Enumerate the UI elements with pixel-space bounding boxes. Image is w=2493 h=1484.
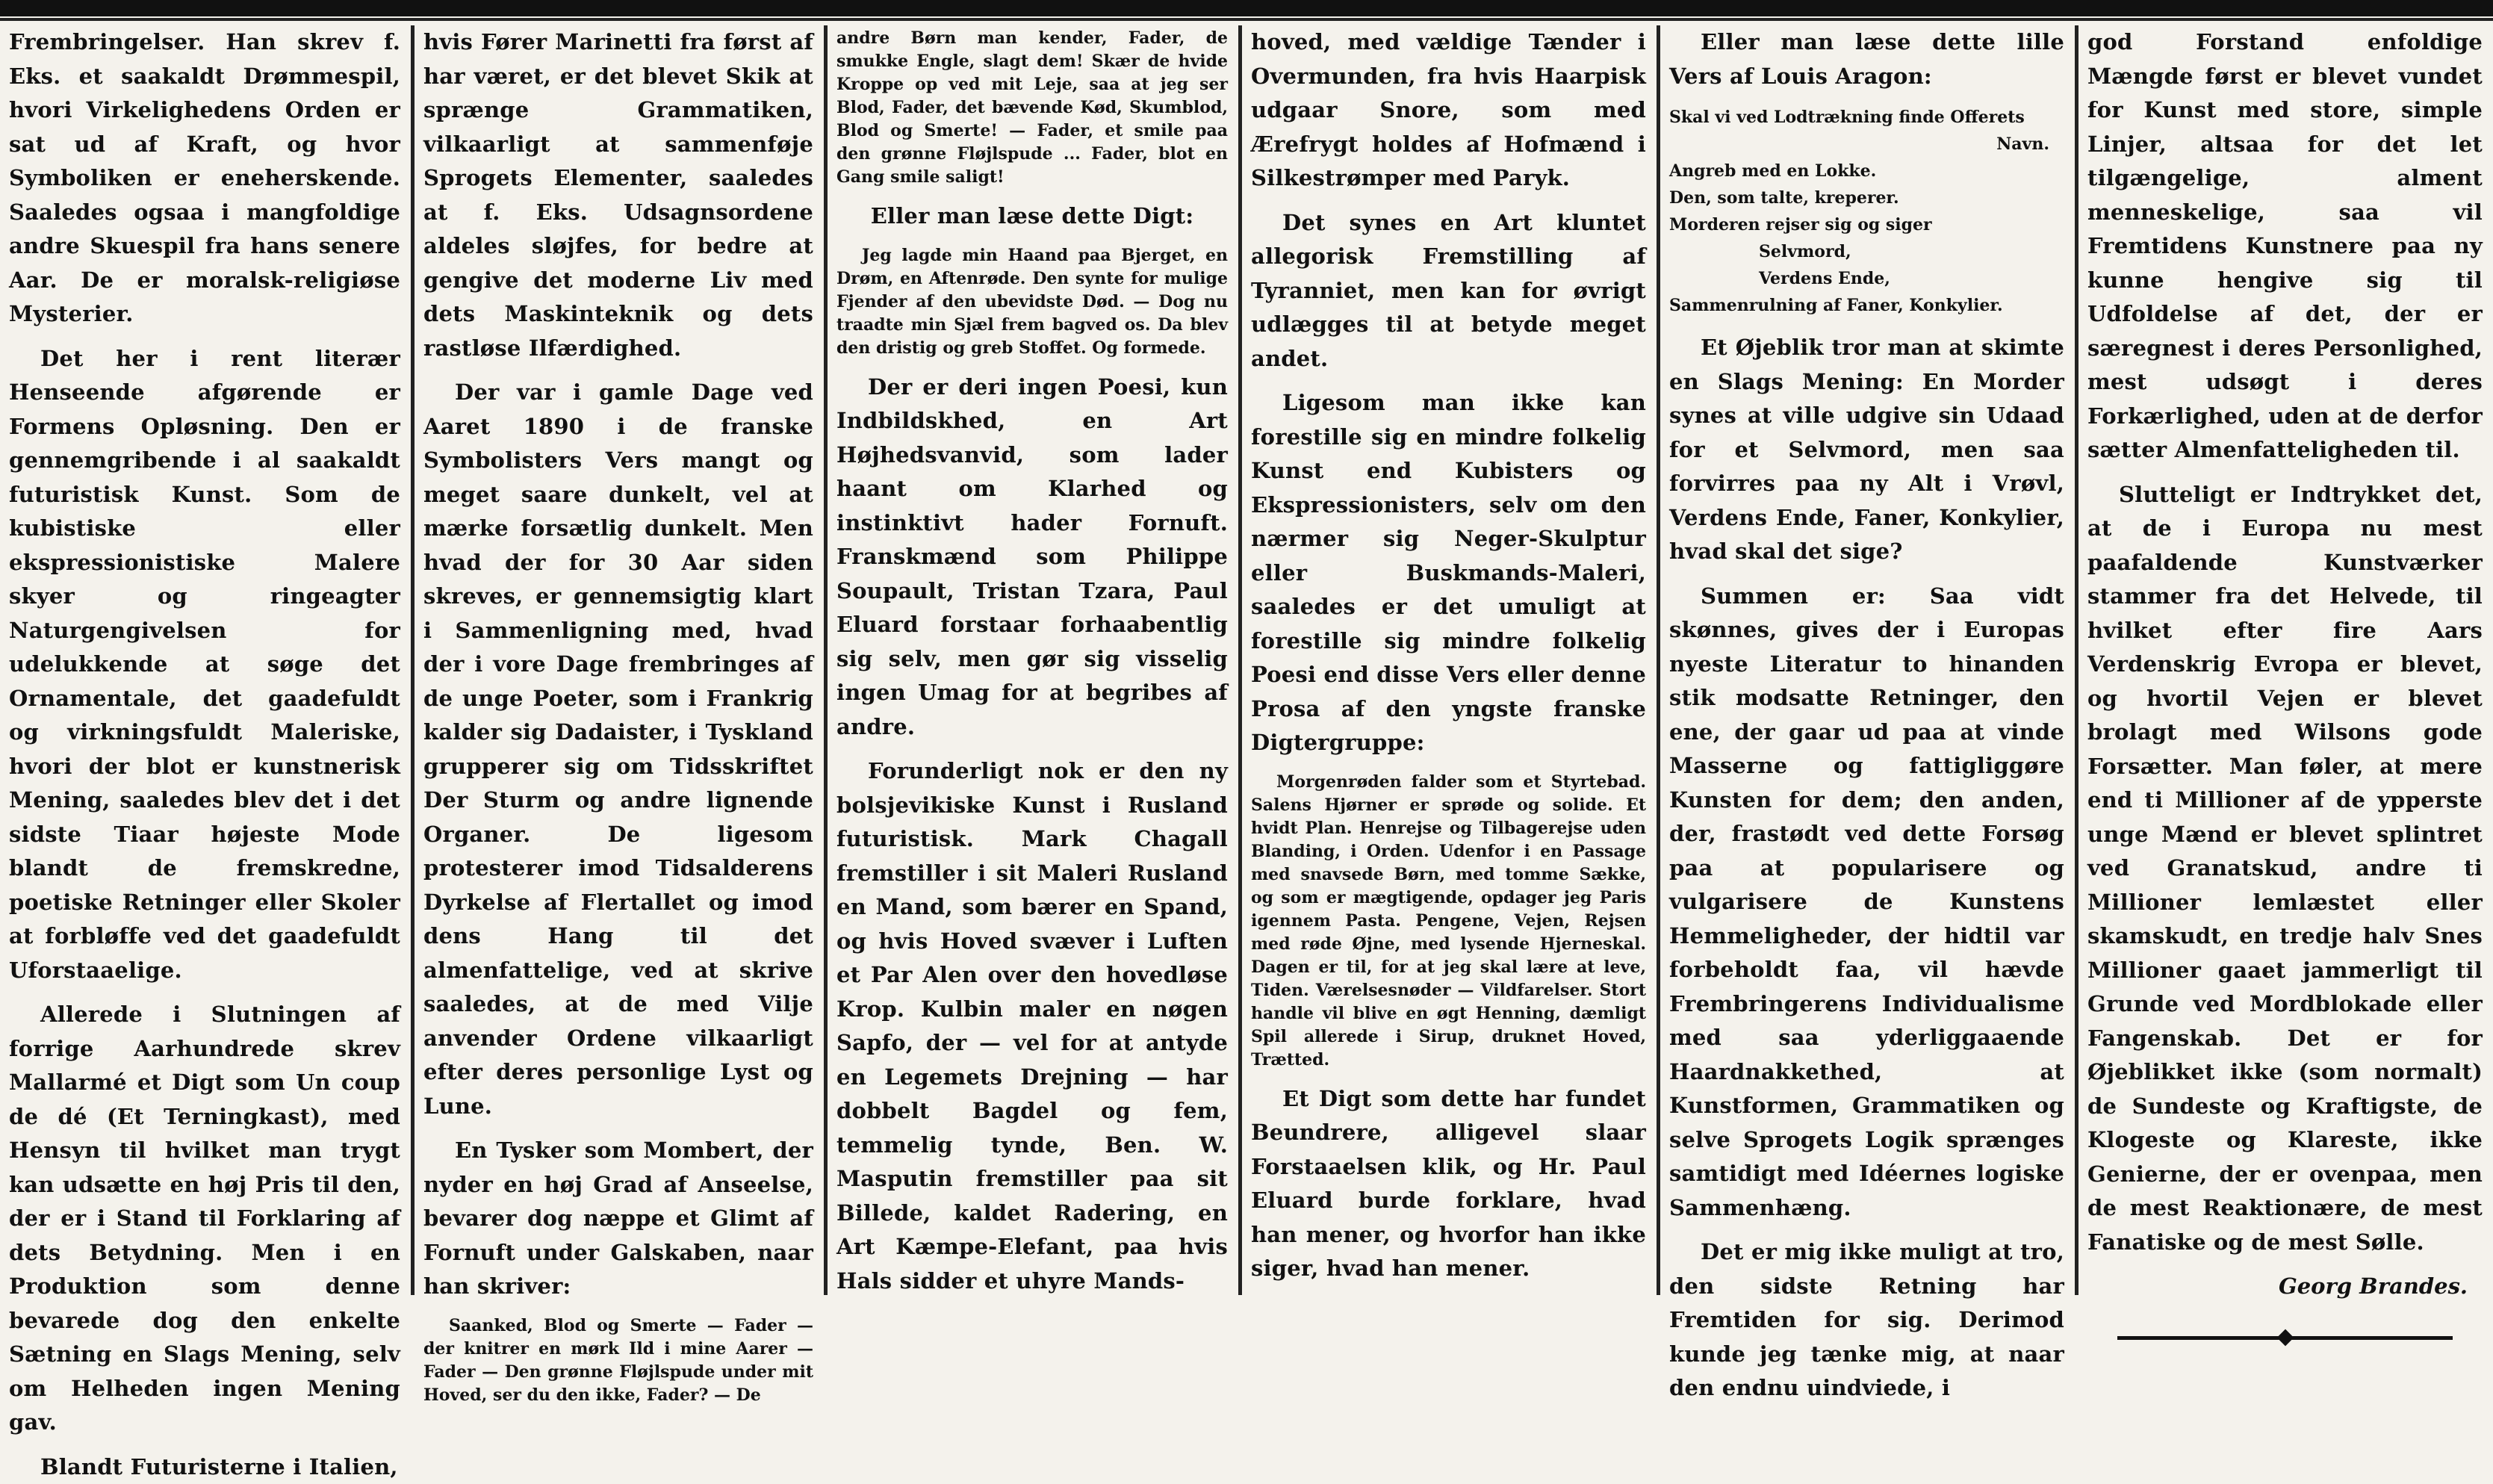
verse-block (1669, 104, 2064, 319)
quoted-verse: Saanked, Blod og Smerte — Fader — der knitrer en mørk Ild i mine Aarer — Fader — Den grønne Fløjlspude under mit Hoved, ser du den ikke, Fader? — De (423, 1314, 813, 1407)
paragraph: Allerede i Slutningen af forrige Aarhundrede skrev Mallarmé et Digt som Un coup de dé (Et Terningkast), med Hensyn til hvilket man trygt kan udsætte en høj Pris til den, der er i Stand til Forklaring af dets Betydning. Men i en Produktion som denne bevarede dog den enkelte Sætning en Slags Mening, selv om Helheden ingen Mening gav. (9, 998, 400, 1440)
paragraph: Blandt Futuristerne i Italien, (9, 1450, 400, 1484)
column-1 (0, 25, 415, 1295)
column-4 (1242, 25, 1660, 1295)
rule-diamond-icon (2276, 1329, 2294, 1347)
verse-line: Verdens Ende, (1669, 265, 2064, 292)
verse-line: Den, som talte, kreperer. (1669, 184, 2064, 211)
section-lead: Eller man læse dette Digt: (836, 199, 1228, 234)
verse-line: Morderen rejser sig og siger (1669, 211, 2064, 238)
verse-line: Selvmord, (1669, 238, 2064, 265)
paragraph: En Tysker som Mombert, der nyder en høj Grad af Anseelse, bevarer dog næppe et Glimt af Fornuft under Galskaben, naar han skriver: (423, 1134, 813, 1304)
quoted-verse: andre Børn man kender, Fader, de smukke Engle, slagt dem! Skær de hvide Kroppe op ved mit Leje, saa at jeg ser Blod, Fader, det bævende Kød, Skumblod, Blod og Smerte! — Fader, et smile paa den grønne Fløjlspude ... Fader, blot en Gang smile saligt! (836, 27, 1228, 189)
paragraph: hoved, med vældige Tænder i Overmunden, fra hvis Haarpisk udgaar Snore, som med Ærefrygt holdes af Hofmænd i Silkestrømper med Paryk. (1251, 25, 1646, 196)
paragraph: Ligesom man ikke kan forestille sig en mindre folkelig Kunst end Kubisters og Ekspressionisters, selv om den nærmer sig Neger-Skulptur eller Buskmands-Maleri, saaledes er det umuligt at forestille sig mindre folkelig Poesi end disse Vers eller denne Prosa af den yngste franske Digtergruppe: (1251, 386, 1646, 760)
column-6 (2078, 25, 2493, 1295)
paragraph: Summen er: Saa vidt skønnes, gives der i Europas nyeste Literatur to hinanden stik modsatte Retninger, den ene, der gaar ud paa at vinde Masserne og fattigliggøre Kunsten for dem; den anden, der, frastødt ved dette Forsøg paa at popularisere og vulgarisere de Kunstens Hemmeligheder, der hidtil var forbeholdt faa, vil hævde Frembringerens Individualisme med saa yderliggaaende Haardnakkethed, at Kunstformen, Grammatiken og selve Sprogets Logik sprænges samtidigt med Idéernes logiske Sammenhæng. (1669, 580, 2064, 1226)
column-3 (828, 25, 1242, 1295)
paragraph: Et Øjeblik tror man at skimte en Slags Mening: En Morder synes at ville udgive sin Udaad for et Selvmord, men saa forvirres paa ny Alt i Vrøvl, Verdens Ende, Faner, Konkylier, hvad skal det sige? (1669, 331, 2064, 569)
end-ornament-rule (2117, 1330, 2453, 1345)
author-signature: Georg Brandes. (2087, 1270, 2468, 1303)
paragraph: Der var i gamle Dage ved Aaret 1890 i de franske Symbolisters Vers mangt og meget saare dunkelt, vel at mærke forsætlig dunkelt. Men hvad der for 30 Aar siden skreves, er gennemsigtig klart i Sammenligning med, hvad der i vore Dage frembringes af de unge Poeter, som i Frankrig kalder sig Dadaister, i Tyskland grupperer sig om Tidsskriftet Der Sturm og andre lignende Organer. De ligesom protesterer imod Tidsalderens Dyrkelse af Flertallet og imod dens Hang til det almenfattelige, ved at skrive saaledes, at de med Vilje anvender Ordene vilkaarligt efter deres personlige Lyst og Lune. (423, 376, 813, 1123)
column-5 (1660, 25, 2078, 1295)
section-lead: Eller man læse dette lille Vers af Louis Aragon: (1669, 25, 2064, 93)
verse-line: Skal vi ved Lodtrækning finde Offerets (1669, 104, 2064, 131)
paragraph: Det synes en Art kluntet allegorisk Fremstilling af Tyranniet, men kan for øvrigt udlægges til at betyde meget andet. (1251, 206, 1646, 376)
paragraph: Frembringelser. Han skrev f. Eks. et saakaldt Drømmespil, hvori Virkelighedens Orden er sat ud af Kraft, og hvor Symboliken er eneherskende. Saaledes ogsaa i mangfoldige andre Skuespil fra hans senere Aar. De er moralsk-religiøse Mysterier. (9, 25, 400, 332)
paragraph: Det her i rent literær Henseende afgørende er Formens Opløsning. Den er gennemgribende i al saakaldt futuristisk Kunst. Som de kubistiske eller ekspressionistiske Malere skyer og ringeagter Naturgengivelsen for udelukkende at søge det Ornamentale, det gaadefuldt og virkningsfuldt Maleriske, hvori der blot er kunstnerisk Mening, saaledes blev det i det sidste Tiaar højeste Mode blandt de fremskredne, poetiske Retninger eller Skoler at forbløffe ved det gaadefuldt Uforstaaelige. (9, 342, 400, 988)
quoted-verse: Jeg lagde min Haand paa Bjerget, en Drøm, en Aftenrøde. Den synte for mulige Fjender af den ubevidste Død. — Dog nu traadte min Sjæl frem bagved os. Da blev den dristig og greb Stoffet. Og formede. (836, 244, 1228, 360)
paragraph: Der er deri ingen Poesi, kun Indbildskhed, en Art Højhedsvanvid, som lader haant om Klarhed og instinktivt hader Fornuft. Franskmænd som Philippe Soupault, Tristan Tzara, Paul Eluard forstaar forhaabentlig sig selv, men gør sig visselig ingen Umag for at begribes af andre. (836, 370, 1228, 745)
paragraph: Forunderligt nok er den ny bolsjevikiske Kunst i Rusland futuristisk. Mark Chagall fremstiller i sit Maleri Rusland en Mand, som bærer en Spand, og hvis Hoved svæver i Luften et Par Alen over den hovedløse Krop. Kulbin maler en nøgen Sapfo, der — vel for at antyde en Legemets Drejning — har dobbelt Bagdel og fem, temmelig tynde, Ben. W. Masputin fremstiller paa sit Billede, kaldet Radering, en Art Kæmpe-Elefant, paa hvis Hals sidder et uhyre Mands- (836, 754, 1228, 1298)
paragraph: god Forstand enfoldige Mængde først er blevet vundet for Kunst med store, simple Linjer, altsaa for det let tilgængelige, alment menneskelige, saa vil Fremtidens Kunstnere paa ny kunne hengive sig til Udfoldelse af det, der er særegnest i deres Personlighed, mest udsøgt i deres Forkærlighed, uden at de derfor sætter Almenfatteligheden til. (2087, 25, 2483, 468)
column-2 (415, 25, 828, 1295)
paragraph: hvis Fører Marinetti fra først af har været, er det blevet Skik at sprænge Grammatiken, vilkaarligt at sammenføje Sprogets Elementer, saaledes at f. Eks. Udsagnsordene aldeles sløjfes, for bedre at gengive det moderne Liv med dets Maskinteknik og dets rastløse Ilfærdighed. (423, 25, 813, 365)
top-rule (0, 0, 2493, 16)
paragraph: Et Digt som dette har fundet Beundrere, alligevel slaar Forstaaelsen klik, og Hr. Paul Eluard burde forklare, hvad han mener, og hvorfor han ikke siger, hvad han mener. (1251, 1082, 1646, 1286)
quoted-prose: Morgenrøden falder som et Styrtebad. Salens Hjørner er sprøde og solide. Et hvidt Plan. Henrejse og Tilbagerejse uden Blanding, i Orden. Udenfor i en Passage med snavsede Børn, med tomme Sække, og som er mægtigende, opdager jeg Paris igennem Pasta. Pengene, Vejen, Rejsen med røde Øjne, med lysende Hjerneskal. Dagen er til, for at jeg skal lære at leve, Tiden. Værelsesnøder — Vildfarelser. Stort handle vil blive en øgt Henning, dæmligt Spil allerede i Sirup, druknet Hoved, Trætted. (1251, 771, 1646, 1072)
verse-line: Navn. (1669, 131, 2064, 158)
verse-line: Angreb med en Lokke. (1669, 158, 2064, 184)
paragraph: Slutteligt er Indtrykket det, at de i Europa nu mest paafaldende Kunstværker stammer fra det Helvede, til hvilket efter fire Aars Verdenskrig Evropa er blevet, og hvortil Vejen er blevet brolagt med Wilsons gode Forsætter. Man føler, at mere end ti Millioner af de ypperste unge Mænd er blevet splintret ved Granatskud, andre ti Millioner lemlæstet eller skamskudt, en tredje halv Snes Millioner gaaet jammerligt til Grunde ved Mordblokade eller Fangenskab. Det er for Øjeblikket ikke (som normalt) de Sundeste og Kraftigste, de Klogeste og Klareste, ikke Genierne, der er ovenpaa, men de mest Reaktionære, de mest Fanatiske og de mest Sølle. (2087, 478, 2483, 1260)
verse-line: Sammenrulning af Faner, Konkylier. (1669, 292, 2064, 319)
newspaper-columns (0, 25, 2493, 1295)
paragraph: Det er mig ikke muligt at tro, den sidste Retning har Fremtiden for sig. Derimod kunde jeg tænke mig, at naar den endnu uindviede, i (1669, 1235, 2064, 1406)
